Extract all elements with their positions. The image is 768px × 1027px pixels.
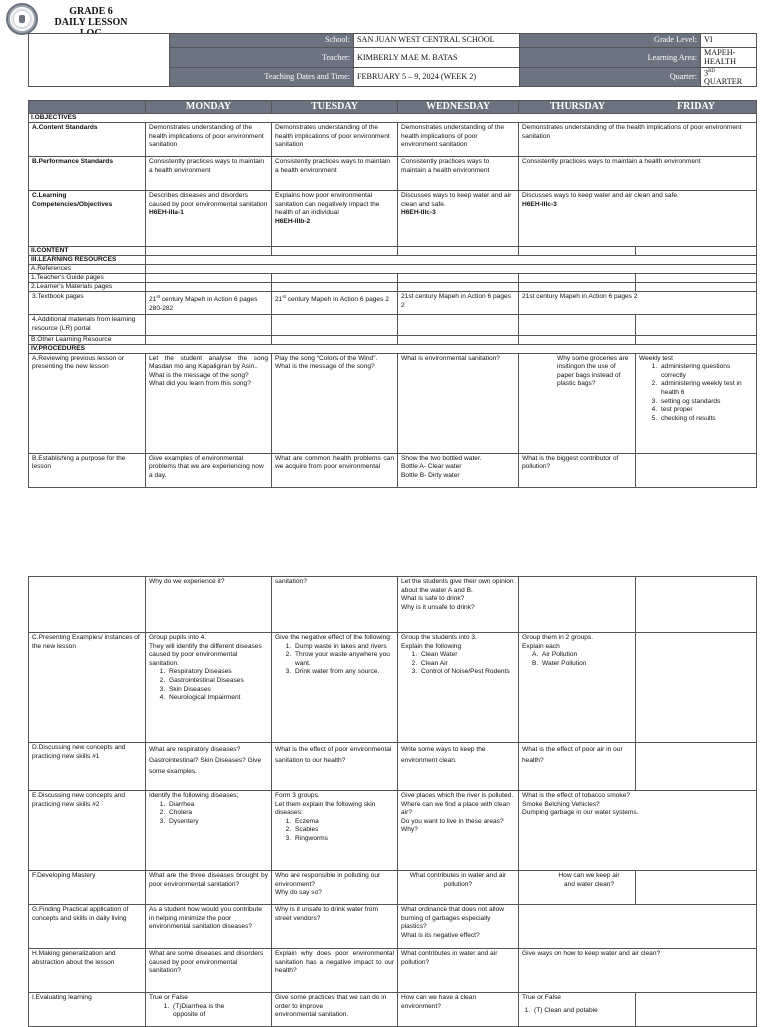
cell-text: What ordinance that does not allow burning of garbages especially plastics? — [401, 906, 504, 931]
cell: What are some diseases and disorders caused by poor environmental sanitation? — [146, 949, 272, 993]
cell: Demonstrates understanding of the health implications of poor environment sanitation — [272, 123, 398, 157]
list-item: 2. Clean Air — [419, 660, 515, 669]
competency-code: H6EH-IIIb-2 — [275, 217, 311, 225]
cell-text: What is its negative effect? — [401, 931, 480, 939]
cell: Consistently practices ways to maintain a health environment — [519, 157, 757, 191]
cell: How can we have a clean environment? — [398, 993, 519, 1027]
list-item: 1. (T) Clean and potable — [532, 1007, 632, 1016]
cell-text: True or False — [149, 994, 188, 1001]
cell-text: Explain the following — [401, 642, 462, 650]
cell — [398, 577, 519, 633]
cell — [272, 283, 398, 292]
cell-text: Give the negative effect of the following: — [275, 634, 392, 641]
cell — [146, 315, 272, 335]
cell: As a student how would you contribute in helping minimize the poor environmental sanitation diseases? — [146, 905, 272, 949]
cell — [272, 247, 398, 256]
dates-value: FEBRUARY 5 – 9, 2024 (WEEK 2) — [354, 68, 520, 87]
learning-area-label: Learning Area: — [520, 48, 701, 68]
school-label: School: — [170, 34, 354, 48]
cell-text: Smoke Belching Vehicles? — [522, 800, 600, 808]
cell-text: Show the two bottled water. — [401, 454, 482, 462]
cell-text: Identify the following diseases; — [149, 792, 239, 799]
deped-seal-icon — [6, 3, 38, 35]
cell: Consistently practices ways to maintain a health environment — [272, 157, 398, 191]
cell-text: Group the students into 3. — [401, 634, 477, 641]
cell — [519, 247, 636, 256]
cell — [636, 453, 757, 487]
cell: Demonstrates understanding of the health implications of poor environment sanitation — [519, 123, 757, 157]
cell-text: True or False — [522, 994, 561, 1001]
cell-text: Where can we find a place with clean air? — [401, 800, 510, 817]
row-label: 3.Textbook pages — [29, 292, 146, 315]
cell — [519, 335, 636, 344]
day-header-friday: FRIDAY — [677, 101, 715, 112]
row-label: H.Making generalization and abstraction about the lesson — [29, 949, 146, 993]
row-label: A.Reviewing previous lesson or presenting the new lesson — [29, 353, 146, 453]
list-item: 4. Neurological Impairment — [167, 694, 268, 703]
section-resources: III.LEARNING RESOURCES — [29, 256, 146, 265]
list-item: A. Air Pollution — [540, 651, 632, 660]
list-item: 1. Dump waste in lakes and rivers — [293, 643, 394, 652]
cell-text: They will identify the different diseases caused by poor environmental sanitation. — [149, 642, 262, 667]
teacher-label: Teacher: — [170, 48, 354, 68]
title-line: GRADE 6 — [69, 6, 113, 17]
competency-code: H6EH-IIIc-3 — [401, 209, 436, 217]
list-item: 2. Scabies — [293, 826, 394, 835]
cell — [146, 247, 272, 256]
list-item: 3. Control of Noise/Pest Rodents — [419, 668, 515, 677]
cell: What is the effect of poor air in our health? — [519, 743, 636, 791]
header-logo-cell — [29, 34, 170, 87]
cell-text: Dumping garbage in our water systems. — [522, 809, 639, 817]
cell-text: Let them explain the following skin diseases: — [275, 800, 376, 817]
cell-text: Describes diseases and disorders caused by poor environmental sanitation — [149, 192, 268, 208]
cell-text: opposite of — [173, 1011, 206, 1019]
cell-text: Form 3 groups. — [275, 792, 320, 799]
cell — [636, 743, 757, 791]
cell — [146, 335, 272, 344]
list-item: B. Water Pollution — [540, 660, 632, 669]
cell-text: century Mapeh in Action 6 pages 2 — [285, 296, 389, 304]
cell: How can we keep air and water clean? — [519, 871, 636, 905]
corner-cell — [29, 101, 146, 114]
cell: What is the effect of poor environmental sanitation to our health? — [272, 743, 398, 791]
cell — [519, 577, 636, 633]
cell-text: Group pupils into 4. — [149, 634, 207, 641]
dates-label: Teaching Dates and Time: — [170, 68, 354, 87]
quarter-suffix: RD — [708, 69, 716, 74]
cell — [146, 791, 272, 871]
lesson-table-part1 — [28, 100, 757, 488]
teacher-value: KIMBERLY MAE M. BATAS — [354, 48, 520, 68]
cell — [272, 993, 398, 1027]
cell-text: Why do say so? — [275, 889, 322, 897]
cell — [272, 353, 398, 453]
cell-text: century Mapeh in Action 6 pages 280-282 — [149, 296, 258, 312]
cell-text: Explain each — [522, 642, 560, 650]
cell-text: Do you want to live in these areas? Why? — [401, 817, 504, 834]
cell — [636, 247, 757, 256]
row-label: C.Presenting Examples/ instances of the new lesson — [29, 633, 146, 743]
section-objectives: I.OBJECTIVES — [29, 114, 757, 123]
cell — [146, 191, 272, 247]
cell — [636, 283, 757, 292]
day-header-thu-fri — [519, 101, 757, 114]
cell: What contributes in water and air pollution? — [398, 871, 519, 905]
list-item — [171, 1003, 268, 1020]
cell-text: Discusses ways to keep water and air clean and safe. — [522, 192, 679, 199]
day-header-monday: MONDAY — [146, 101, 272, 114]
cell: What are common health problems can we acquire from poor environmental — [272, 453, 398, 487]
cell-text: Play the song “Colors of the Wind”. — [275, 354, 378, 362]
cell-text: Who are responsible in polluting our environment? — [275, 872, 381, 888]
cell — [519, 905, 757, 949]
day-header-wednesday: WEDNESDAY — [398, 101, 519, 114]
list-item: 3. setting og standards — [659, 398, 753, 407]
cell — [636, 335, 757, 344]
header-table — [28, 33, 757, 87]
cell: Explain why does poor environmental sanitation has a negative impact to our health? — [272, 949, 398, 993]
row-label: I.Evaluating learning — [29, 993, 146, 1027]
quarter-value — [701, 68, 757, 87]
row-label: A.References — [29, 265, 146, 274]
row-label: B.Establishing a purpose for the lesson — [29, 453, 146, 487]
cell — [519, 283, 636, 292]
cell-text: Group them in 2 groups. — [522, 634, 594, 641]
list-item: 2. administering weekly test in health 6 — [659, 380, 753, 397]
cell — [398, 274, 519, 283]
lesson-table-part2 — [28, 576, 757, 1027]
cell-text: 21 — [275, 296, 283, 304]
list-item: 2. Throw your waste anywhere you want. — [293, 651, 394, 668]
cell — [636, 633, 757, 743]
cell — [29, 577, 146, 633]
cell — [146, 274, 272, 283]
competency-code: H6EH-IIIc-3 — [522, 200, 557, 208]
quarter-label: Quarter: — [520, 68, 701, 87]
cell — [398, 791, 519, 871]
day-header-thursday: THURSDAY — [549, 101, 606, 112]
cell-text: What is safe to drink? — [401, 595, 465, 603]
cell — [519, 791, 757, 871]
list-item: 1. Eczema — [293, 818, 394, 827]
cell — [146, 633, 272, 743]
day-header-tuesday: TUESDAY — [272, 101, 398, 114]
cell — [519, 191, 757, 247]
title-line: DAILY LESSON — [54, 17, 128, 28]
cell-text: What is the message of the song? — [149, 371, 249, 379]
cell — [272, 191, 398, 247]
row-label: C.Learning Competencies/Objectives — [29, 191, 146, 247]
cell — [146, 256, 757, 265]
cell — [398, 315, 519, 335]
cell: Demonstrates understanding of the health implications of poor environment sanitation — [146, 123, 272, 157]
list-item: 1. Diarrhea — [167, 801, 268, 810]
cell-text: Let the student analyse the song Masdan mo ang Kapaligiran by Asin.. — [149, 354, 268, 371]
row-label: A.Content Standards — [29, 123, 146, 157]
grade-level-label: Grade Level: — [520, 34, 701, 48]
cell: Demonstrates understanding of the health implications of poor environment sanitation — [398, 123, 519, 157]
row-label: G.Finding Practical application of concepts and skills in daily living — [29, 905, 146, 949]
cell: 21st century Mapeh in Action 6 pages 2 — [519, 292, 757, 315]
cell-text: environmental sanitation. — [275, 1011, 349, 1019]
cell — [398, 191, 519, 247]
cell-text: What is the message of the song? — [275, 363, 375, 371]
list-item: 1. Respiratory Diseases — [167, 668, 268, 677]
cell — [146, 283, 272, 292]
cell — [519, 274, 636, 283]
competency-code: H6EH-IIIa-1 — [149, 209, 184, 217]
cell — [272, 791, 398, 871]
cell-text: Give places which the river is polluted. — [401, 792, 514, 799]
cell — [398, 247, 519, 256]
cell-text: Give some practices that we can do in order to improve — [275, 994, 387, 1010]
school-value: SAN JUAN WEST CENTRAL SCHOOL — [354, 34, 520, 48]
cell: What are the three diseases brought by poor environmental sanitation? — [146, 871, 272, 905]
cell-text: What did you learn from this song? — [149, 380, 251, 388]
row-label: D.Discussing new concepts and practicing new skills #1 — [29, 743, 146, 791]
cell-text: Bottle B- Dirty water — [401, 471, 460, 479]
section-content: II.CONTENT — [29, 247, 146, 256]
row-label: E.Discussing new concepts and practicing new skills #2 — [29, 791, 146, 871]
cell — [398, 283, 519, 292]
ordinal: st — [282, 294, 286, 299]
quarter-number: 3 — [704, 68, 709, 78]
cell — [272, 633, 398, 743]
cell — [636, 577, 757, 633]
cell — [398, 905, 519, 949]
list-item: 3. Skin Diseases — [167, 686, 268, 695]
list-item: 2. Gastrointestinal Diseases — [167, 677, 268, 686]
cell: Write some ways to keep the environment clean. — [398, 743, 519, 791]
cell-text: (T)Diarrhea is the — [173, 1002, 225, 1010]
list-item: 3. Drink water from any source. — [293, 668, 394, 677]
cell: Why some groceries are insitingon the use of paper bags instead of plastic bags? — [519, 353, 636, 453]
cell: What are respiratory diseases? Gastrointestinal? Skin Diseases? Give some examples. — [146, 743, 272, 791]
cell — [272, 315, 398, 335]
grade-level-value: VI — [701, 34, 757, 48]
cell: What is the biggest contributor of pollution? — [519, 453, 636, 487]
cell-text: Let the students give their own opinion about the water A and B. — [401, 578, 514, 594]
cell: Give examples of environmental problems that we are experiencing now a day. — [146, 453, 272, 487]
cell — [636, 353, 757, 453]
cell — [398, 335, 519, 344]
cell-text: Discusses ways to keep water and air clean and safe. — [401, 192, 512, 208]
cell: What is environmental sanitation? — [398, 353, 519, 453]
cell — [398, 633, 519, 743]
cell: What contributes in water and air pollution? — [398, 949, 519, 993]
cell — [146, 265, 757, 274]
cell — [146, 993, 272, 1027]
section-procedures: IV.PROCEDURES — [29, 344, 757, 353]
row-label: B.Performance Standards — [29, 157, 146, 191]
cell — [146, 292, 272, 315]
list-item: 3. Ringworms — [293, 835, 394, 844]
row-label: B.Other Learning Resource — [29, 335, 146, 344]
cell — [146, 353, 272, 453]
list-item: 4. test proper — [659, 406, 753, 415]
cell — [272, 335, 398, 344]
row-label: 1.Teacher's Guide pages — [29, 274, 146, 283]
row-label: 2.Learner's Materials pages — [29, 283, 146, 292]
list-item: 1. Clean Water — [419, 651, 515, 660]
list-item: 5. checking of results — [659, 415, 753, 424]
cell — [398, 453, 519, 487]
row-label: 4.Additional materials from learning resource (LR) portal — [29, 315, 146, 335]
cell-text: Why is it unsafe to drink? — [401, 603, 475, 611]
cell — [519, 993, 636, 1027]
cell-text: Explains how poor environmental sanitation can negatively impact the health of an individual — [275, 192, 380, 217]
list-item: 1. administering questions correctly — [659, 363, 753, 380]
cell — [636, 274, 757, 283]
learning-area-value: MAPEH-HEALTH — [701, 48, 757, 68]
cell: 21st century Mapeh in Action 6 pages 2 — [398, 292, 519, 315]
cell — [272, 292, 398, 315]
quarter-word: QUARTER — [704, 76, 743, 86]
cell — [519, 315, 636, 335]
list-item: 3. Dysentery — [167, 818, 268, 827]
cell: Consistently practices ways to maintain a health environment — [398, 157, 519, 191]
cell-text: 21 — [149, 296, 157, 304]
cell: Give ways on how to keep water and air clean? — [519, 949, 757, 993]
cell — [636, 315, 757, 335]
cell: sanitation? — [272, 577, 398, 633]
cell — [519, 633, 636, 743]
cell: Consistently practices ways to maintain a health environment — [146, 157, 272, 191]
list-item: 2. Cholera — [167, 809, 268, 818]
row-label: F.Developing Mastery — [29, 871, 146, 905]
cell: Why do we experience it? — [146, 577, 272, 633]
cell — [272, 274, 398, 283]
cell-text: What is the effect of tobacco smoke? — [522, 792, 630, 799]
cell — [636, 871, 757, 905]
cell — [272, 871, 398, 905]
cell — [636, 993, 757, 1027]
cell-text: Weekly test — [639, 354, 673, 362]
ordinal: st — [156, 294, 160, 299]
cell: Why is it unsafe to drink water from street vendors? — [272, 905, 398, 949]
cell-text: Bottle A- Clear water — [401, 463, 462, 471]
